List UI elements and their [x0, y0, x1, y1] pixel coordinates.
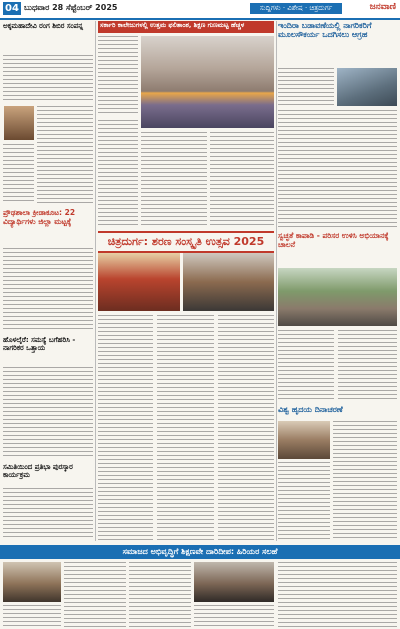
article-left-3-body	[3, 367, 93, 459]
headline-top-center: ಸರ್ಕಾರಿ ಕಾಲೇಜುಗಳಲ್ಲಿ ಉತ್ತಮ ಫಲಿತಾಂಶ, ಶಿಕ್ಷಣ ಗುಣಮಟ್ಟ ಹೆಚ್ಚಳ	[98, 21, 274, 33]
headline-left-3: ಹೊಳಲ್ಕೆರೆ: ಸಮಸ್ಯೆ ಬಗೆಹರಿಸಿ - ನಾಗರಿಕರ ಒತ್ತಾಯ	[3, 336, 76, 353]
bottom-article-col4	[278, 562, 397, 627]
center-banner-title: ಚಿತ್ರದುರ್ಗ: ಶರಣ ಸಂಸ್ಕೃತಿ ಉತ್ಸವ 2025	[98, 231, 274, 253]
students-group-photo	[141, 36, 274, 128]
center-article-col3	[218, 315, 274, 541]
bottom-article-col2	[129, 562, 191, 627]
article-left-4-body	[3, 488, 93, 540]
article-top-center-col3	[210, 132, 274, 228]
article-left-2-body	[3, 248, 93, 332]
article-right-low-body	[333, 421, 397, 541]
street-photo	[337, 68, 397, 106]
article-top-center-body-cont	[98, 120, 138, 228]
headline-left-2: ಪ್ರೌಢಶಾಲಾ ಕ್ರೀಡಾಕೂಟ: 22 ವಿದ್ಯಾರ್ಥಿಗಳು ಜಿಲ್ಲಾ ಮಟ್ಟಕ್ಕೆ	[3, 209, 76, 226]
masthead	[0, 0, 400, 20]
issue-date: ಬುಧವಾರ 28 ಸೆಪ್ಟೆಂಬರ್ 2025	[24, 3, 118, 12]
article-left-1-body-cont-2	[3, 144, 34, 204]
article-top-right-body	[278, 68, 334, 108]
article-right-low-body-cont	[278, 462, 330, 541]
column-rule	[95, 21, 96, 541]
bottom-article-col0	[3, 605, 61, 627]
article-right-mid-body-cont	[338, 330, 397, 402]
newspaper-logo: ಜನವಾಣಿ	[369, 2, 396, 12]
article-top-center-col2	[141, 132, 207, 228]
bottom-article-col1	[64, 562, 126, 627]
column-rule-right	[276, 21, 277, 541]
bottom-photo-right	[194, 562, 274, 602]
page-number: 04	[5, 3, 19, 14]
headline-left-4: ಸಮಿತಿಯಿಂದ ಪ್ರತಿಭಾ ಪುರಸ್ಕಾರ ಕಾರ್ಯಕ್ರಮ	[3, 463, 73, 480]
swamiji-photo	[98, 253, 180, 311]
article-right-mid-body	[278, 330, 334, 402]
heart-day-photo	[278, 421, 330, 459]
section-label: ಸುದ್ದಿಗಳು · ವಿಶೇಷ · ಚಿತ್ರದುರ್ಗ	[250, 3, 342, 14]
headline-right-low: ವಿಶ್ವ ಹೃದಯ ದಿನಾಚರಣೆ	[278, 405, 343, 414]
headline-left-1: ಅಕ್ಕಮಹಾದೇವಿ ರಂಗ ಶಿಬಿರ ಸಂಪನ್ನ	[3, 22, 84, 30]
article-left-1-body-cont	[37, 106, 93, 204]
stage-event-photo	[183, 253, 274, 311]
center-article-col2	[157, 315, 214, 541]
bottom-article-col3	[194, 605, 274, 627]
portrait-photo-left	[4, 106, 34, 140]
bottom-photo-left	[3, 562, 61, 602]
cleanliness-drive-photo	[278, 268, 397, 326]
center-article-col1	[98, 315, 153, 541]
article-left-1-body	[3, 55, 93, 103]
bottom-banner-headline: ಸಮಾಜದ ಅಭಿವೃದ್ಧಿಗೆ ಶಿಕ್ಷಣವೇ ದಾರಿದೀಪ: ಹಿರಿಯರ ಸಲಹೆ	[0, 545, 400, 559]
article-top-right-body-cont	[278, 110, 397, 228]
article-top-center-body	[98, 36, 138, 116]
headline-top-right: ಇಂದಿರಾ ಬಡಾವಣೆಯಲ್ಲಿ ನಾಗರಿಕರಿಗೆ ಮೂಲಸೌಕರ್ಯ ಒದಗಿಸಲು ಆಗ್ರಹ	[278, 21, 372, 40]
headline-right-mid: ಸ್ವಚ್ಛತೆ ಕಾಪಾಡಿ - ಪರಿಸರ ಉಳಿಸಿ ಅಭಿಯಾನಕ್ಕೆ ಚಾಲನೆ	[278, 232, 389, 249]
